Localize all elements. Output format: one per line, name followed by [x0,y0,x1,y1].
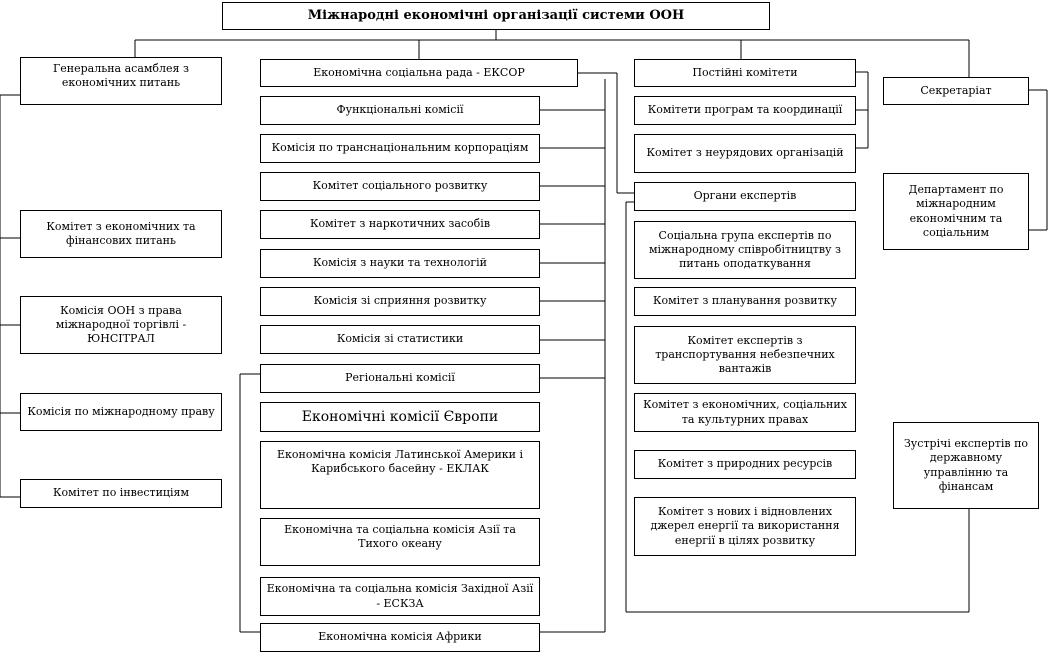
standing-committees-box: Постійні комітети [634,59,856,87]
secretariat-box: Секретаріат [883,77,1029,105]
general-assembly-box: Генеральна асамблея з економічних питань [20,57,222,105]
experts-energy-committee: Комітет з нових і відновлених джерел енергії та використання енергії в цілях розвитку [634,497,856,556]
experts-development-planning: Комітет з планування розвитку [634,287,856,316]
ecosoc-science-technology: Комісія з науки та технологій [260,249,540,278]
ecosoc-tnc-commission: Комісія по транснаціональним корпораціям [260,134,540,163]
standing-programme-coordination: Комітети програм та координації [634,96,856,125]
regional-escwa: Економічна та соціальна комісія Західної Азії - ЕСКЗА [260,577,540,616]
ga-international-law-commission: Комісія по міжнародному праву [20,393,222,431]
expert-meetings-box: Зустрічі експертів по державному управлінню та фінансам [893,422,1039,509]
secretariat-department: Департамент по міжнародним економічним та соціальним [883,173,1029,250]
chart-title: Міжнародні економічні організації системи ООН [222,2,770,30]
ecosoc-development-promotion: Комісія зі сприяння розвитку [260,287,540,316]
ecosoc-box: Економічна соціальна рада - ЕКСОР [260,59,578,87]
ecosoc-narcotic-drugs: Комітет з наркотичних засобів [260,210,540,239]
experts-escr-committee: Комітет з економічних, соціальних та культурних правах [634,393,856,432]
experts-dangerous-goods: Комітет експертів з транспортування небезпечних вантажів [634,326,856,384]
ga-committee-economic-financial: Комітет з економічних та фінансових питань [20,210,222,258]
ecosoc-functional-commissions: Функціональні комісії [260,96,540,125]
experts-natural-resources: Комітет з природних ресурсів [634,450,856,479]
regional-escap: Економічна та соціальна комісія Азії та Тихого океану [260,518,540,566]
regional-commissions-box: Регіональні комісії [260,364,540,393]
ecosoc-statistics: Комісія зі статистики [260,325,540,354]
ga-uncitral: Комісія ООН з права міжнародної торгівлі - ЮНСІТРАЛ [20,296,222,354]
standing-ngo-committee: Комітет з неурядових організацій [634,134,856,173]
ecosoc-social-development: Комітет соціального розвитку [260,172,540,201]
experts-taxation-group: Соціальна група експертів по міжнародному співробітництву з питань оподаткування [634,221,856,279]
expert-bodies-box: Органи експертів [634,182,856,211]
ga-investment-committee: Комітет по інвестиціям [20,479,222,508]
regional-eclac: Економічна комісія Латинської Америки і Карибського басейну - ЕКЛАК [260,441,540,509]
regional-eca: Економічна комісія Африки [260,623,540,652]
regional-ece: Економічні комісії Європи [260,402,540,432]
